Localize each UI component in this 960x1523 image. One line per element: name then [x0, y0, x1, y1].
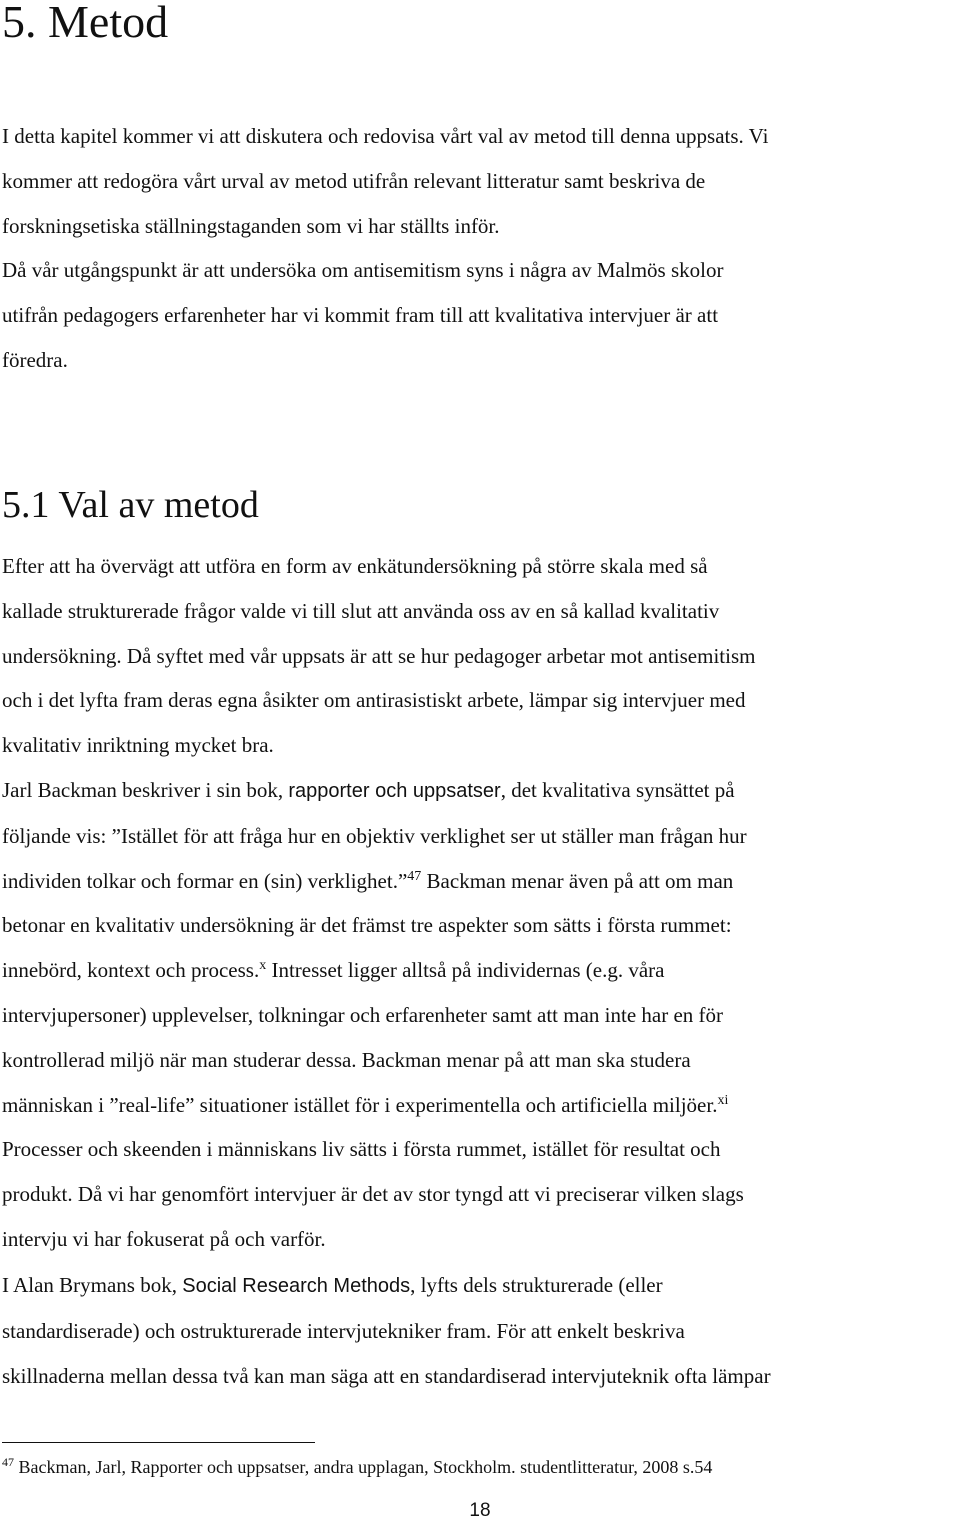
section-heading: 5.1 Val av metod	[2, 484, 259, 526]
endnote-reference: xi	[717, 1092, 729, 1108]
text-run: Backman menar även på att om man	[421, 868, 734, 893]
footnote-reference: 47	[407, 868, 422, 884]
method-paragraph	[2, 544, 958, 768]
text-line: kallade strukturerade frågor valde vi till slut att använda oss av en så kallad kvalitativ	[2, 598, 720, 623]
intro-paragraph	[2, 114, 958, 383]
text-line: kommer att redogöra vårt urval av metod utifrån relevant litteratur samt beskriva de	[2, 168, 706, 193]
backman-paragraph	[2, 768, 958, 1262]
text-run: individen tolkar och formar en (sin) verklighet.”	[2, 868, 408, 893]
book-title: Social Research Methods	[182, 1275, 411, 1297]
text-line	[2, 768, 958, 814]
text-line: skillnaderna mellan dessa två kan man säga att en standardiserad intervjuteknik ofta lämpar	[2, 1363, 771, 1388]
text-run: , det kvalitativa synsättet på	[500, 778, 735, 802]
text-run: Intresset ligger alltså på individernas (e.g. våra	[266, 958, 665, 983]
text-line: kontrollerad miljö när man studerar dessa. Backman menar på att man ska studera	[2, 1047, 691, 1072]
text-line	[2, 1083, 958, 1128]
text-run: I Alan Brymans bok,	[2, 1273, 183, 1297]
text-line: undersökning. Då syftet med vår uppsats är att se hur pedagoger arbetar mot antisemitism	[2, 643, 756, 668]
text-line: produkt. Då vi har genomfört intervjuer är det av stor tyngd att vi preciserar vilken slags	[2, 1182, 744, 1207]
text-line: följande vis: ”Istället för att fråga hur en objektiv verklighet ser ut ställer man frågan hur	[2, 823, 747, 848]
text-line: kvalitativ inriktning mycket bra.	[2, 733, 274, 758]
text-line: Efter att ha övervägt att utföra en form av enkätundersökning på större skala med så	[2, 554, 708, 578]
text-line: betonar en kvalitativ undersökning är det främst tre aspekter som sätts i första rummet:	[2, 913, 732, 938]
text-line	[2, 859, 958, 904]
text-line: Då vår utgångspunkt är att undersöka om antisemitism syns i några av Malmös skolor	[2, 258, 724, 283]
bryman-paragraph	[2, 1263, 958, 1398]
footnote-number: 47	[2, 1455, 14, 1469]
footnote	[2, 1454, 712, 1480]
text-line: intervjupersoner) upplevelser, tolkningar och erfarenheter samt att man inte har en för	[2, 1002, 724, 1027]
text-line: och i det lyfta fram deras egna åsikter om antirasistiskt arbete, lämpar sig intervjuer med	[2, 688, 746, 713]
text-line	[2, 1263, 958, 1309]
text-run: människan i ”real-life” situationer istället för i experimentella och artificiella miljöer.	[2, 1092, 718, 1117]
text-line: standardiserade) och ostrukturerade intervjutekniker fram. För att enkelt beskriva	[2, 1318, 685, 1343]
text-run: Jarl Backman beskriver i sin bok,	[2, 778, 289, 802]
footnote-text: Backman, Jarl, Rapporter och uppsatser, andra upplagan, Stockholm. studentlitteratur, 2008 s.54	[14, 1457, 713, 1477]
text-line: utifrån pedagogers erfarenheter har vi kommit fram till att kvalitativa intervjuer är att	[2, 303, 719, 328]
text-run: , lyfts dels strukturerade (eller	[410, 1273, 663, 1297]
text-run: innebörd, kontext och process.	[2, 958, 260, 983]
endnote-reference: x	[259, 958, 267, 974]
text-line: I detta kapitel kommer vi att diskutera och redovisa vårt val av metod till denna uppsats. Vi	[2, 124, 769, 148]
text-line: intervju vi har fokuserat på och varför.	[2, 1226, 326, 1251]
footnote-separator	[2, 1442, 315, 1443]
text-line	[2, 948, 958, 993]
text-line: föredra.	[2, 347, 68, 372]
book-title: rapporter och uppsatser	[288, 780, 501, 802]
page-number: 18	[469, 1500, 491, 1521]
chapter-heading: 5. Metod	[2, 0, 169, 47]
text-line: forskningsetiska ställningstaganden som vi har ställts inför.	[2, 213, 500, 238]
text-line: Processer och skeenden i människans liv sätts i första rummet, istället för resultat och	[2, 1137, 721, 1162]
